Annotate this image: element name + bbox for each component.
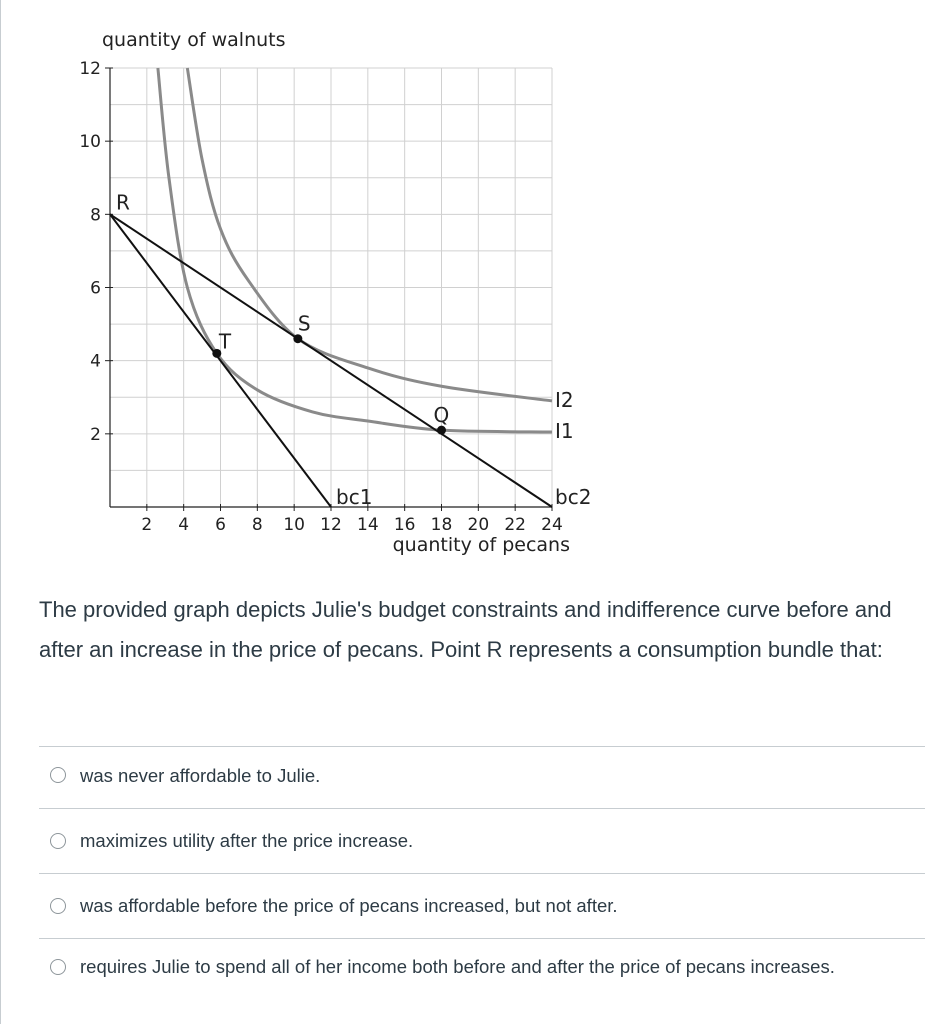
radio-button[interactable] <box>50 898 66 914</box>
answer-option-4-label: requires Julie to spend all of her income both before and after the price of pecans increases. <box>80 956 835 977</box>
radio-button[interactable] <box>50 959 66 975</box>
answer-option-4[interactable] <box>39 938 925 999</box>
radio-button[interactable] <box>50 767 66 783</box>
x-tick-label: 10 <box>283 515 305 535</box>
indifference-curve-label: I2 <box>555 387 574 412</box>
chart-axes <box>79 29 570 556</box>
y-tick-label: 12 <box>79 59 101 79</box>
answer-option-1[interactable] <box>39 746 925 808</box>
answer-list <box>39 746 925 999</box>
question-text: The provided graph depicts Julie's budget constraints and indifference curve before and after an increase in the price of pecans. Point R represents a consumption bundle that: <box>39 597 892 662</box>
y-tick-label: 8 <box>90 205 101 226</box>
indifference-curve-i2 <box>187 68 552 401</box>
point-label: R <box>116 190 130 215</box>
budget-line-label: bc2 <box>555 485 592 509</box>
indifference-curve-label: I1 <box>555 419 574 444</box>
radio-button[interactable] <box>50 833 66 849</box>
x-tick-label: 24 <box>541 515 563 535</box>
chart-grid <box>110 68 552 507</box>
x-tick-label: 20 <box>467 515 490 535</box>
answer-option-3[interactable] <box>39 873 925 938</box>
chart-labels <box>116 190 591 509</box>
y-tick-label: 4 <box>90 351 101 372</box>
y-tick-label: 6 <box>90 278 101 299</box>
x-tick-label: 12 <box>320 515 342 535</box>
x-tick-label: 4 <box>178 515 190 535</box>
x-tick-label: 16 <box>393 515 416 535</box>
x-tick-label: 18 <box>430 515 453 535</box>
answer-option-3-label: was affordable before the price of pecans increased, but not after. <box>80 895 618 916</box>
x-tick-label: 22 <box>504 515 526 535</box>
x-axis-title: quantity of pecans <box>392 534 570 556</box>
y-tick-label: 10 <box>79 132 101 153</box>
x-tick-label: 6 <box>215 515 226 535</box>
answer-option-1-label: was never affordable to Julie. <box>80 765 321 786</box>
x-tick-label: 2 <box>141 515 153 535</box>
answer-option-2[interactable] <box>39 808 925 873</box>
y-axis-title: quantity of walnuts <box>102 29 286 51</box>
point-label: Q <box>433 403 450 428</box>
point-label: S <box>297 311 311 336</box>
answer-option-2-label: maximizes utility after the price increase. <box>80 830 414 851</box>
point-label: T <box>218 329 232 354</box>
y-tick-label: 2 <box>90 424 101 445</box>
x-tick-label: 14 <box>357 515 379 535</box>
budget-line-label: bc1 <box>336 485 373 509</box>
x-tick-label: 8 <box>251 515 263 535</box>
